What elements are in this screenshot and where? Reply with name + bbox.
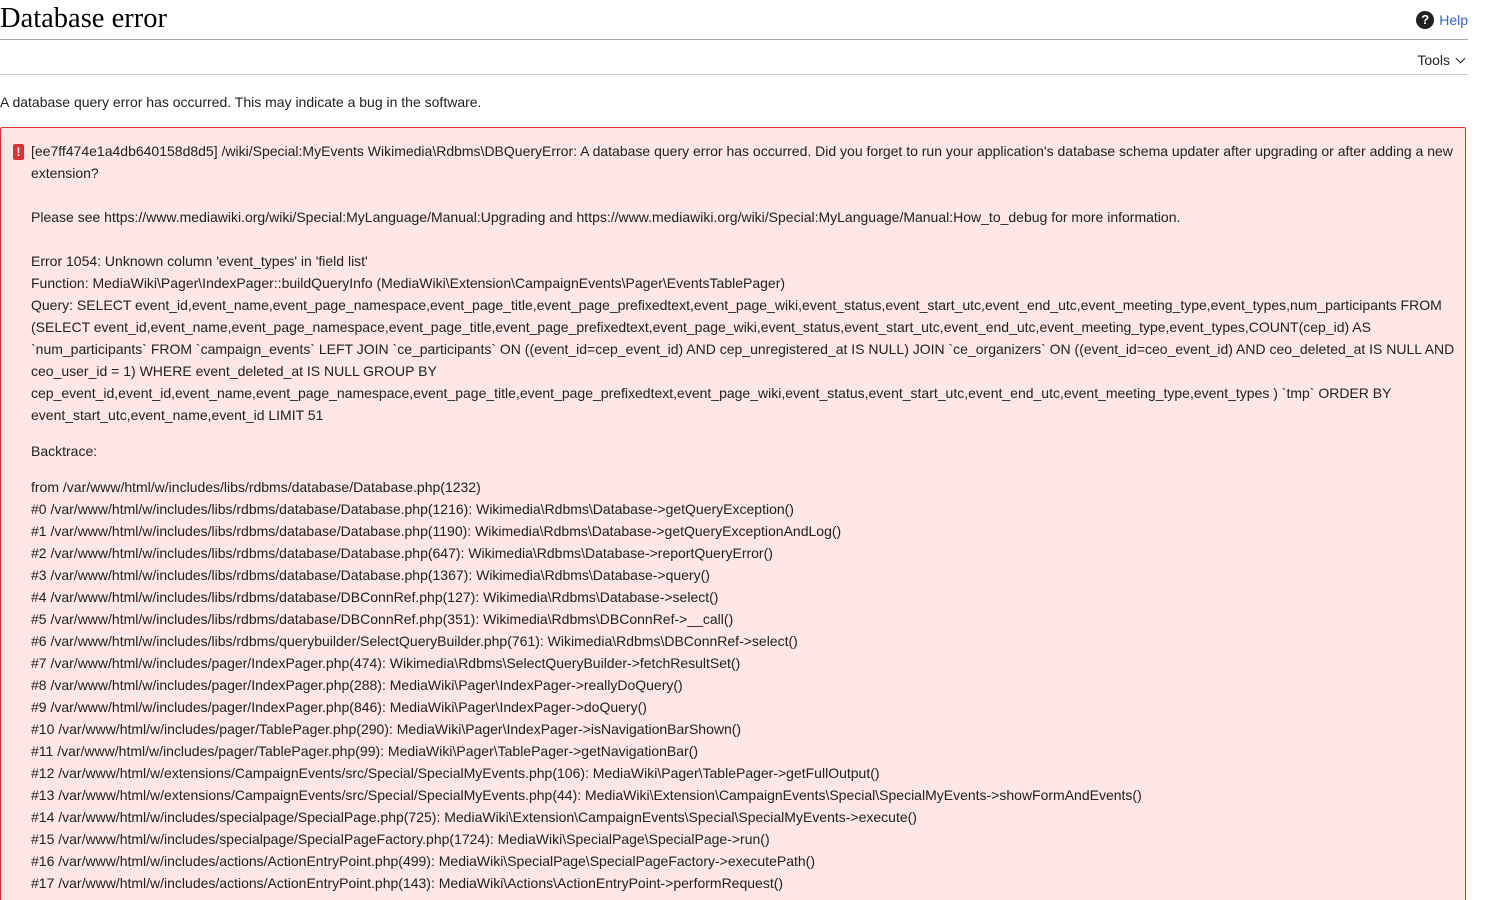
- error-content: [31, 140, 1459, 894]
- page-title: Database error: [0, 3, 167, 34]
- backtrace-list: [31, 476, 1459, 894]
- backtrace-line: #13 /var/www/html/w/extensions/CampaignEvents/src/Special/SpecialMyEvents.php(44): MediaWiki\Extension\CampaignEvents\Special\SpecialMyEvents->showFormAndEvents(): [31, 787, 1142, 803]
- backtrace-line: #0 /var/www/html/w/includes/libs/rdbms/database/Database.php(1216): Wikimedia\Rdbms\Database->getQueryException(): [31, 501, 794, 517]
- intro-text: A database query error has occurred. This may indicate a bug in the software.: [0, 94, 482, 110]
- backtrace-line: #8 /var/www/html/w/includes/pager/IndexPager.php(288): MediaWiki\Pager\IndexPager->reallyDoQuery(): [31, 677, 683, 693]
- toolbar: [0, 40, 1468, 75]
- error-message: [ee7ff474e1a4db640158d8d5] /wiki/Special:MyEvents Wikimedia\Rdbms\DBQueryError: A database query error has occurred. Did you forget to run your application's database schema updater after upgrading or after adding a new extension?: [31, 143, 1453, 181]
- help-label: Help: [1439, 12, 1468, 28]
- backtrace-line: #1 /var/www/html/w/includes/libs/rdbms/database/Database.php(1190): Wikimedia\Rdbms\Database->getQueryExceptionAndLog(): [31, 523, 842, 539]
- backtrace-line: #11 /var/www/html/w/includes/pager/TablePager.php(99): MediaWiki\Pager\TablePager->getNavigationBar(): [31, 743, 699, 759]
- tools-label: Tools: [1417, 52, 1450, 68]
- error-query-line: Query: SELECT event_id,event_name,event_page_namespace,event_page_title,event_page_prefixedtext,event_page_wiki,event_status,event_start_utc,event_end_utc,event_meeting_type,event_types,num_participants FROM (SELECT event_id,event_name,event_page_namespace,event_page_title,event_page_prefixedtext,event_page_wiki,event_status,event_start_utc,event_end_utc,event_meeting_type,event_types,COUNT(cep_id) AS `num_participants` FROM `campaign_events` LEFT JOIN `ce_participants` ON ((event_id=cep_event_id) AND cep_unregistered_at IS NULL) JOIN `ce_organizers` ON ((event_id=ceo_event_id) AND ceo_deleted_at IS NULL AND ceo_user_id = 1) WHERE event_deleted_at IS NULL GROUP BY cep_event_id,event_id,event_name,event_page_namespace,event_page_title,event_page_prefixedtext,event_page_wiki,event_status,event_start_utc,event_end_utc,event_meeting_type,event_types ) `tmp` ORDER BY event_start_utc,event_name,event_id LIMIT 51: [31, 297, 1455, 423]
- error-see-also: Please see https://www.mediawiki.org/wiki/Special:MyLanguage/Manual:Upgrading and https://www.mediawiki.org/wiki/Special:MyLanguage/Manual:How_to_debug for more information.: [31, 209, 1181, 225]
- error-message-box: [0, 127, 1466, 900]
- error-exclamation-icon: !: [13, 144, 24, 160]
- help-link[interactable]: [1416, 10, 1468, 30]
- error-function-line: Function: MediaWiki\Pager\IndexPager::buildQueryInfo (MediaWiki\Extension\CampaignEvents\Pager\EventsTablePager): [31, 275, 786, 291]
- backtrace-line: #16 /var/www/html/w/includes/actions/ActionEntryPoint.php(499): MediaWiki\SpecialPage\SpecialPageFactory->executePath(): [31, 853, 815, 869]
- backtrace-line: #5 /var/www/html/w/includes/libs/rdbms/database/DBConnRef.php(351): Wikimedia\Rdbms\DBConnRef->__call(): [31, 611, 734, 627]
- backtrace-line: #10 /var/www/html/w/includes/pager/TablePager.php(290): MediaWiki\Pager\IndexPager->isNavigationBarShown(): [31, 721, 742, 737]
- tools-dropdown[interactable]: [1417, 50, 1468, 70]
- error-code-line: Error 1054: Unknown column 'event_types' in 'field list': [31, 253, 368, 269]
- backtrace-line: #2 /var/www/html/w/includes/libs/rdbms/database/Database.php(647): Wikimedia\Rdbms\Database->reportQueryError(): [31, 545, 773, 561]
- backtrace-line: #17 /var/www/html/w/includes/actions/ActionEntryPoint.php(143): MediaWiki\Actions\ActionEntryPoint->performRequest(): [31, 875, 784, 891]
- backtrace-line: #12 /var/www/html/w/extensions/CampaignEvents/src/Special/SpecialMyEvents.php(106): MediaWiki\Pager\TablePager->getFullOutput(): [31, 765, 880, 781]
- backtrace-line: #9 /var/www/html/w/includes/pager/IndexPager.php(846): MediaWiki\Pager\IndexPager->doQuery(): [31, 699, 647, 715]
- backtrace-line: #6 /var/www/html/w/includes/libs/rdbms/querybuilder/SelectQueryBuilder.php(761): Wikimedia\Rdbms\DBConnRef->select(): [31, 633, 798, 649]
- backtrace-line: #3 /var/www/html/w/includes/libs/rdbms/database/Database.php(1367): Wikimedia\Rdbms\Database->query(): [31, 567, 710, 583]
- backtrace-line: from /var/www/html/w/includes/libs/rdbms/database/Database.php(1232): [31, 479, 481, 495]
- backtrace-line: #15 /var/www/html/w/includes/specialpage/SpecialPageFactory.php(1724): MediaWiki\SpecialPage\SpecialPage->run(): [31, 831, 770, 847]
- chevron-down-icon: [1456, 53, 1466, 63]
- question-circle-icon: ?: [1416, 11, 1434, 29]
- backtrace-line: #7 /var/www/html/w/includes/pager/IndexPager.php(474): Wikimedia\Rdbms\SelectQueryBuilder->fetchResultSet(): [31, 655, 741, 671]
- page-header: [0, 0, 1468, 40]
- backtrace-label: Backtrace:: [31, 443, 98, 459]
- backtrace-line: #14 /var/www/html/w/includes/specialpage/SpecialPage.php(725): MediaWiki\Extension\CampaignEvents\Special\SpecialMyEvents->execute(): [31, 809, 917, 825]
- backtrace-line: #4 /var/www/html/w/includes/libs/rdbms/database/DBConnRef.php(127): Wikimedia\Rdbms\Database->select(): [31, 589, 719, 605]
